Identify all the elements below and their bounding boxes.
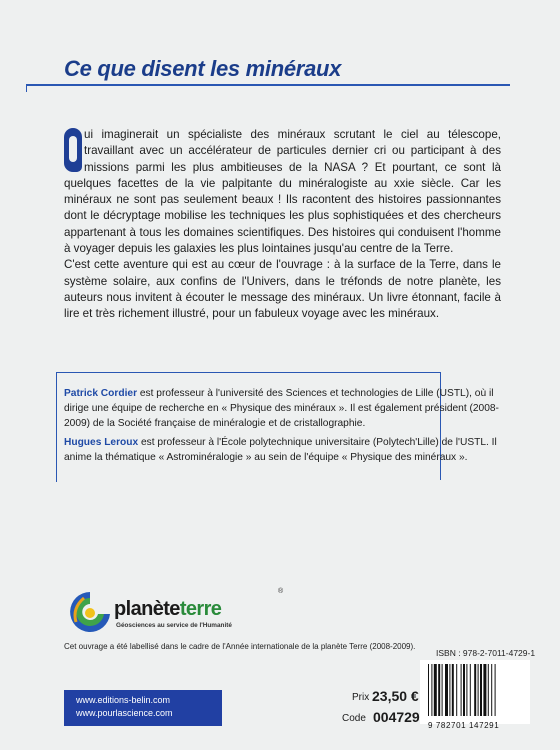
dropcap-letter bbox=[64, 128, 82, 172]
price-label: Prix bbox=[352, 692, 370, 703]
code-value: 004729 bbox=[373, 709, 420, 725]
publisher-urls bbox=[64, 690, 222, 726]
url-link[interactable]: www.pourlascience.com bbox=[76, 708, 173, 718]
blurb bbox=[64, 127, 501, 323]
code-label: Code bbox=[342, 713, 366, 724]
planet-swirl-icon bbox=[66, 588, 114, 636]
authors-section bbox=[64, 387, 501, 471]
author-name: Hugues Leroux bbox=[64, 437, 139, 449]
title-underline bbox=[26, 84, 510, 86]
page-title: Ce que disent les minéraux bbox=[64, 56, 342, 81]
title-underline-tick bbox=[26, 84, 27, 92]
label-note: Cet ouvrage a été labellisé dans le cadre de l'Année internationale de la planète Terre (2008-2009). bbox=[64, 642, 416, 651]
price-value: 23,50 € bbox=[372, 688, 419, 704]
author-bio: Hugues Leroux est professeur à l'École polytechnique universitaire (Polytech'Lille) de l'USTL. Il anime la thématique « Astrominéralogie » au sein de l'équipe « Physique des minéraux ». bbox=[64, 437, 497, 464]
planete-terre-logo bbox=[66, 588, 284, 636]
isbn-text: ISBN : 978-2-7011-4729-1 bbox=[436, 648, 536, 658]
registered-mark: ® bbox=[278, 588, 284, 595]
blurb-paragraph-2: C'est cette aventure qui est au cœur de l'ouvrage : à la surface de la Terre, dans le système solaire, aux confins de l'Univers, dans le tréfonds de notre planète, les auteurs nous invitent à écouter le message des minéraux. Un livre étonnant, facile à lire et très richement illustré, pour un fabuleux voyage avec les minéraux. bbox=[64, 258, 501, 321]
logo-wordmark: planèteterre bbox=[114, 598, 222, 620]
logo-tagline: Géosciences au service de l'Humanité bbox=[116, 622, 232, 629]
blurb-paragraph-1: ui imaginerait un spécialiste des minéraux scrutant le ciel au télescope, travaillant avec un accélérateur de particules dernier cri ou participant à des missions parmi les plus ambitieuses de la NASA ? Et pourtant, ce sont là quelques facettes de la vie palpitante du minéralogiste au xxie siècle. Car les minéraux ne sont pas seulement beaux ! Ils racontent des histoires passionnantes dont le décryptage mobilise les techniques les plus sophistiquées et des chercheurs appartenant à tous les domaines scientifiques. Des histoires qui conduisent l'homme à voyager depuis les galaxies les plus lointaines jusqu'au centre de la Terre. bbox=[64, 128, 501, 256]
barcode-digits: 9 782701 147291 bbox=[428, 721, 500, 730]
author-name: Patrick Cordier bbox=[64, 388, 138, 399]
barcode-bars-icon bbox=[426, 664, 524, 718]
barcode bbox=[420, 660, 530, 724]
url-link[interactable]: www.editions-belin.com bbox=[76, 695, 171, 705]
author-bio: Patrick Cordier est professeur à l'université des Sciences et technologies de Lille (USTL), où il dirige une équipe de recherche en « Physique des minéraux ». Il est également président (2008-2009) de la Société française de minéralogie et de cristallographie. bbox=[64, 388, 499, 429]
